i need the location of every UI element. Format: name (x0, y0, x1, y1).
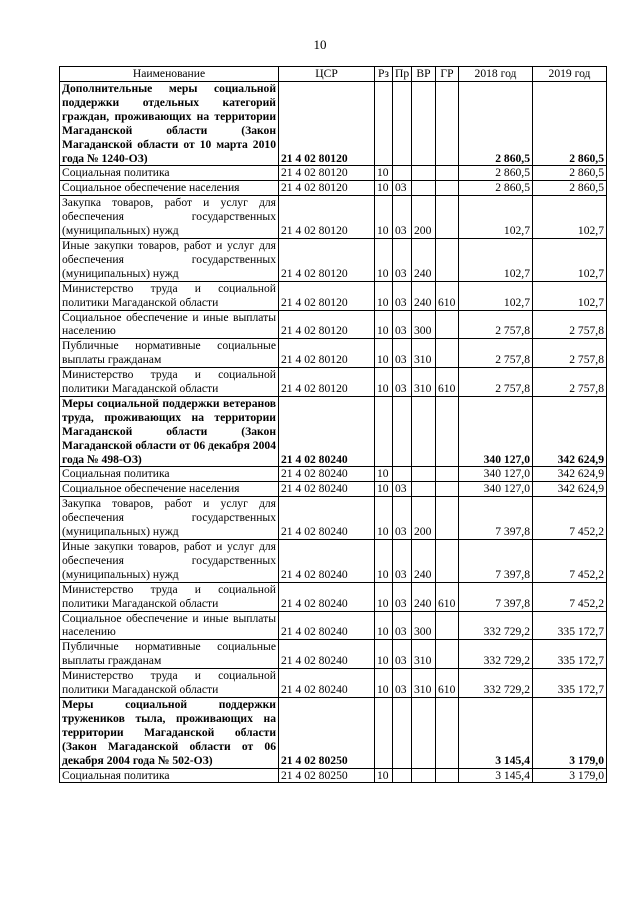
header-2019: 2019 год (533, 67, 607, 82)
row-rz: 10 (375, 582, 393, 611)
table-row (60, 396, 607, 467)
table-row (60, 497, 607, 540)
row-rz: 10 (375, 611, 393, 640)
table-row (60, 467, 607, 482)
row-2019: 7 452,2 (533, 540, 607, 583)
row-vr: 200 (412, 497, 436, 540)
row-2018: 2 757,8 (459, 339, 533, 368)
row-pr: 03 (393, 310, 412, 339)
row-csr: 21 4 02 80120 (279, 82, 375, 166)
row-rz: 10 (375, 540, 393, 583)
row-rz: 10 (375, 339, 393, 368)
header-gr: ГР (436, 67, 459, 82)
row-name: Социальное обеспечение населения (60, 181, 279, 196)
row-rz: 10 (375, 238, 393, 281)
row-2018: 2 860,5 (459, 166, 533, 181)
row-pr: 03 (393, 582, 412, 611)
row-name: Социальное обеспечение населения (60, 482, 279, 497)
row-csr: 21 4 02 80120 (279, 166, 375, 181)
row-csr: 21 4 02 80120 (279, 310, 375, 339)
row-vr: 300 (412, 310, 436, 339)
row-2019: 102,7 (533, 238, 607, 281)
row-2018: 340 127,0 (459, 482, 533, 497)
header-2018: 2018 год (459, 67, 533, 82)
row-csr: 21 4 02 80240 (279, 497, 375, 540)
row-gr (436, 540, 459, 583)
row-2018: 102,7 (459, 238, 533, 281)
row-vr: 310 (412, 669, 436, 698)
row-name: Меры социальной поддержки ветеранов труда, проживающих на территории Магаданской области (Закон Магаданской области от 06 декабря 2004 года № 498-ОЗ) (60, 396, 279, 467)
header-rz: Рз (375, 67, 393, 82)
table-row (60, 368, 607, 397)
row-pr (393, 166, 412, 181)
table-row (60, 697, 607, 768)
row-pr (393, 82, 412, 166)
row-gr (436, 181, 459, 196)
table-row (60, 640, 607, 669)
table-body (60, 82, 607, 783)
row-vr (412, 82, 436, 166)
row-2019: 3 179,0 (533, 697, 607, 768)
row-2019: 335 172,7 (533, 611, 607, 640)
row-pr: 03 (393, 497, 412, 540)
table-row (60, 181, 607, 196)
row-csr: 21 4 02 80250 (279, 697, 375, 768)
row-csr: 21 4 02 80240 (279, 640, 375, 669)
row-2018: 332 729,2 (459, 669, 533, 698)
row-name: Социальная политика (60, 768, 279, 783)
table-row (60, 582, 607, 611)
row-rz: 10 (375, 281, 393, 310)
row-name: Социальное обеспечение и иные выплаты населению (60, 310, 279, 339)
row-2018: 2 860,5 (459, 181, 533, 196)
row-2019: 342 624,9 (533, 482, 607, 497)
page-number: 10 (313, 37, 327, 52)
row-2019: 2 860,5 (533, 82, 607, 166)
row-2018: 2 757,8 (459, 368, 533, 397)
row-pr: 03 (393, 640, 412, 669)
header-name: Наименование (60, 67, 279, 82)
row-2019: 335 172,7 (533, 640, 607, 669)
table-row (60, 339, 607, 368)
row-rz: 10 (375, 181, 393, 196)
row-pr: 03 (393, 196, 412, 239)
row-2018: 2 860,5 (459, 82, 533, 166)
row-pr: 03 (393, 482, 412, 497)
row-gr: 610 (436, 669, 459, 698)
row-vr (412, 482, 436, 497)
row-pr: 03 (393, 238, 412, 281)
row-vr (412, 467, 436, 482)
table-row (60, 669, 607, 698)
row-pr: 03 (393, 281, 412, 310)
row-gr (436, 196, 459, 239)
row-name: Социальное обеспечение и иные выплаты населению (60, 611, 279, 640)
row-2019: 342 624,9 (533, 396, 607, 467)
table-row (60, 166, 607, 181)
row-gr (436, 497, 459, 540)
row-name: Публичные нормативные социальные выплаты гражданам (60, 640, 279, 669)
row-gr (436, 310, 459, 339)
row-rz: 10 (375, 467, 393, 482)
row-gr (436, 166, 459, 181)
row-gr (436, 238, 459, 281)
row-rz: 10 (375, 640, 393, 669)
row-csr: 21 4 02 80240 (279, 467, 375, 482)
row-2018: 2 757,8 (459, 310, 533, 339)
row-vr: 310 (412, 368, 436, 397)
row-vr: 310 (412, 339, 436, 368)
row-pr (393, 697, 412, 768)
row-vr (412, 396, 436, 467)
row-2018: 7 397,8 (459, 582, 533, 611)
row-2018: 332 729,2 (459, 640, 533, 669)
header-pr: Пр (393, 67, 412, 82)
row-rz: 10 (375, 368, 393, 397)
row-2019: 7 452,2 (533, 497, 607, 540)
row-vr: 310 (412, 640, 436, 669)
row-gr (436, 640, 459, 669)
row-name: Закупка товаров, работ и услуг для обеспечения государственных (муниципальных) нужд (60, 196, 279, 239)
row-gr (436, 697, 459, 768)
row-gr: 610 (436, 368, 459, 397)
table-row (60, 482, 607, 497)
row-rz: 10 (375, 669, 393, 698)
row-pr: 03 (393, 611, 412, 640)
row-name: Министерство труда и социальной политики Магаданской области (60, 582, 279, 611)
row-rz: 10 (375, 482, 393, 497)
row-gr (436, 611, 459, 640)
row-csr: 21 4 02 80240 (279, 611, 375, 640)
row-vr (412, 166, 436, 181)
row-2018: 3 145,4 (459, 768, 533, 783)
row-rz (375, 396, 393, 467)
header-csr: ЦСР (279, 67, 375, 82)
row-2019: 2 757,8 (533, 368, 607, 397)
row-csr: 21 4 02 80240 (279, 669, 375, 698)
table-row (60, 540, 607, 583)
table-row (60, 611, 607, 640)
row-name: Социальная политика (60, 166, 279, 181)
row-2018: 340 127,0 (459, 396, 533, 467)
row-gr (436, 339, 459, 368)
row-csr: 21 4 02 80240 (279, 396, 375, 467)
row-2018: 102,7 (459, 196, 533, 239)
row-name: Министерство труда и социальной политики Магаданской области (60, 281, 279, 310)
table-row (60, 196, 607, 239)
row-gr (436, 467, 459, 482)
row-csr: 21 4 02 80240 (279, 540, 375, 583)
row-rz (375, 82, 393, 166)
row-pr (393, 768, 412, 783)
table-row (60, 82, 607, 166)
row-2019: 2 860,5 (533, 166, 607, 181)
row-pr: 03 (393, 339, 412, 368)
budget-table (59, 66, 607, 783)
row-2019: 335 172,7 (533, 669, 607, 698)
row-name: Публичные нормативные социальные выплаты гражданам (60, 339, 279, 368)
row-2019: 342 624,9 (533, 467, 607, 482)
row-2019: 2 757,8 (533, 339, 607, 368)
row-rz: 10 (375, 768, 393, 783)
row-2018: 340 127,0 (459, 467, 533, 482)
row-vr: 300 (412, 611, 436, 640)
table-row (60, 310, 607, 339)
row-2019: 102,7 (533, 196, 607, 239)
row-csr: 21 4 02 80240 (279, 482, 375, 497)
row-vr: 240 (412, 540, 436, 583)
table-row (60, 238, 607, 281)
row-name: Дополнительные меры социальной поддержки отдельных категорий граждан, проживающих на территории Магаданской области (Закон Магаданской области от 10 марта 2010 года № 1240-ОЗ) (60, 82, 279, 166)
row-rz (375, 697, 393, 768)
row-gr (436, 768, 459, 783)
table-header-row (60, 67, 607, 82)
row-csr: 21 4 02 80250 (279, 768, 375, 783)
row-2019: 2 860,5 (533, 181, 607, 196)
row-name: Министерство труда и социальной политики Магаданской области (60, 669, 279, 698)
row-name: Закупка товаров, работ и услуг для обеспечения государственных (муниципальных) нужд (60, 497, 279, 540)
row-pr: 03 (393, 669, 412, 698)
row-2018: 332 729,2 (459, 611, 533, 640)
row-pr (393, 396, 412, 467)
row-gr (436, 396, 459, 467)
row-vr: 240 (412, 238, 436, 281)
row-pr: 03 (393, 368, 412, 397)
row-vr (412, 768, 436, 783)
row-csr: 21 4 02 80240 (279, 582, 375, 611)
row-vr: 240 (412, 281, 436, 310)
row-name: Министерство труда и социальной политики Магаданской области (60, 368, 279, 397)
row-vr (412, 697, 436, 768)
row-rz: 10 (375, 497, 393, 540)
row-2018: 7 397,8 (459, 540, 533, 583)
table-row (60, 768, 607, 783)
row-2018: 3 145,4 (459, 697, 533, 768)
row-2018: 7 397,8 (459, 497, 533, 540)
row-2018: 102,7 (459, 281, 533, 310)
row-pr: 03 (393, 181, 412, 196)
row-rz: 10 (375, 196, 393, 239)
row-pr: 03 (393, 540, 412, 583)
row-name: Меры социальной поддержки тружеников тыла, проживающих на территории Магаданской области (Закон Магаданской области от 06 декабря 2004 года № 502-ОЗ) (60, 697, 279, 768)
row-gr: 610 (436, 281, 459, 310)
row-name: Социальная политика (60, 467, 279, 482)
row-name: Иные закупки товаров, работ и услуг для обеспечения государственных (муниципальных) нужд (60, 238, 279, 281)
table-row (60, 281, 607, 310)
row-vr: 200 (412, 196, 436, 239)
row-2019: 7 452,2 (533, 582, 607, 611)
row-gr (436, 482, 459, 497)
row-rz: 10 (375, 310, 393, 339)
row-rz: 10 (375, 166, 393, 181)
row-2019: 2 757,8 (533, 310, 607, 339)
header-vr: ВР (412, 67, 436, 82)
row-csr: 21 4 02 80120 (279, 196, 375, 239)
row-2019: 102,7 (533, 281, 607, 310)
row-gr (436, 82, 459, 166)
row-csr: 21 4 02 80120 (279, 339, 375, 368)
row-csr: 21 4 02 80120 (279, 281, 375, 310)
row-csr: 21 4 02 80120 (279, 368, 375, 397)
row-name: Иные закупки товаров, работ и услуг для обеспечения государственных (муниципальных) нужд (60, 540, 279, 583)
row-gr: 610 (436, 582, 459, 611)
row-vr (412, 181, 436, 196)
row-2019: 3 179,0 (533, 768, 607, 783)
row-vr: 240 (412, 582, 436, 611)
row-csr: 21 4 02 80120 (279, 181, 375, 196)
row-csr: 21 4 02 80120 (279, 238, 375, 281)
row-pr (393, 467, 412, 482)
